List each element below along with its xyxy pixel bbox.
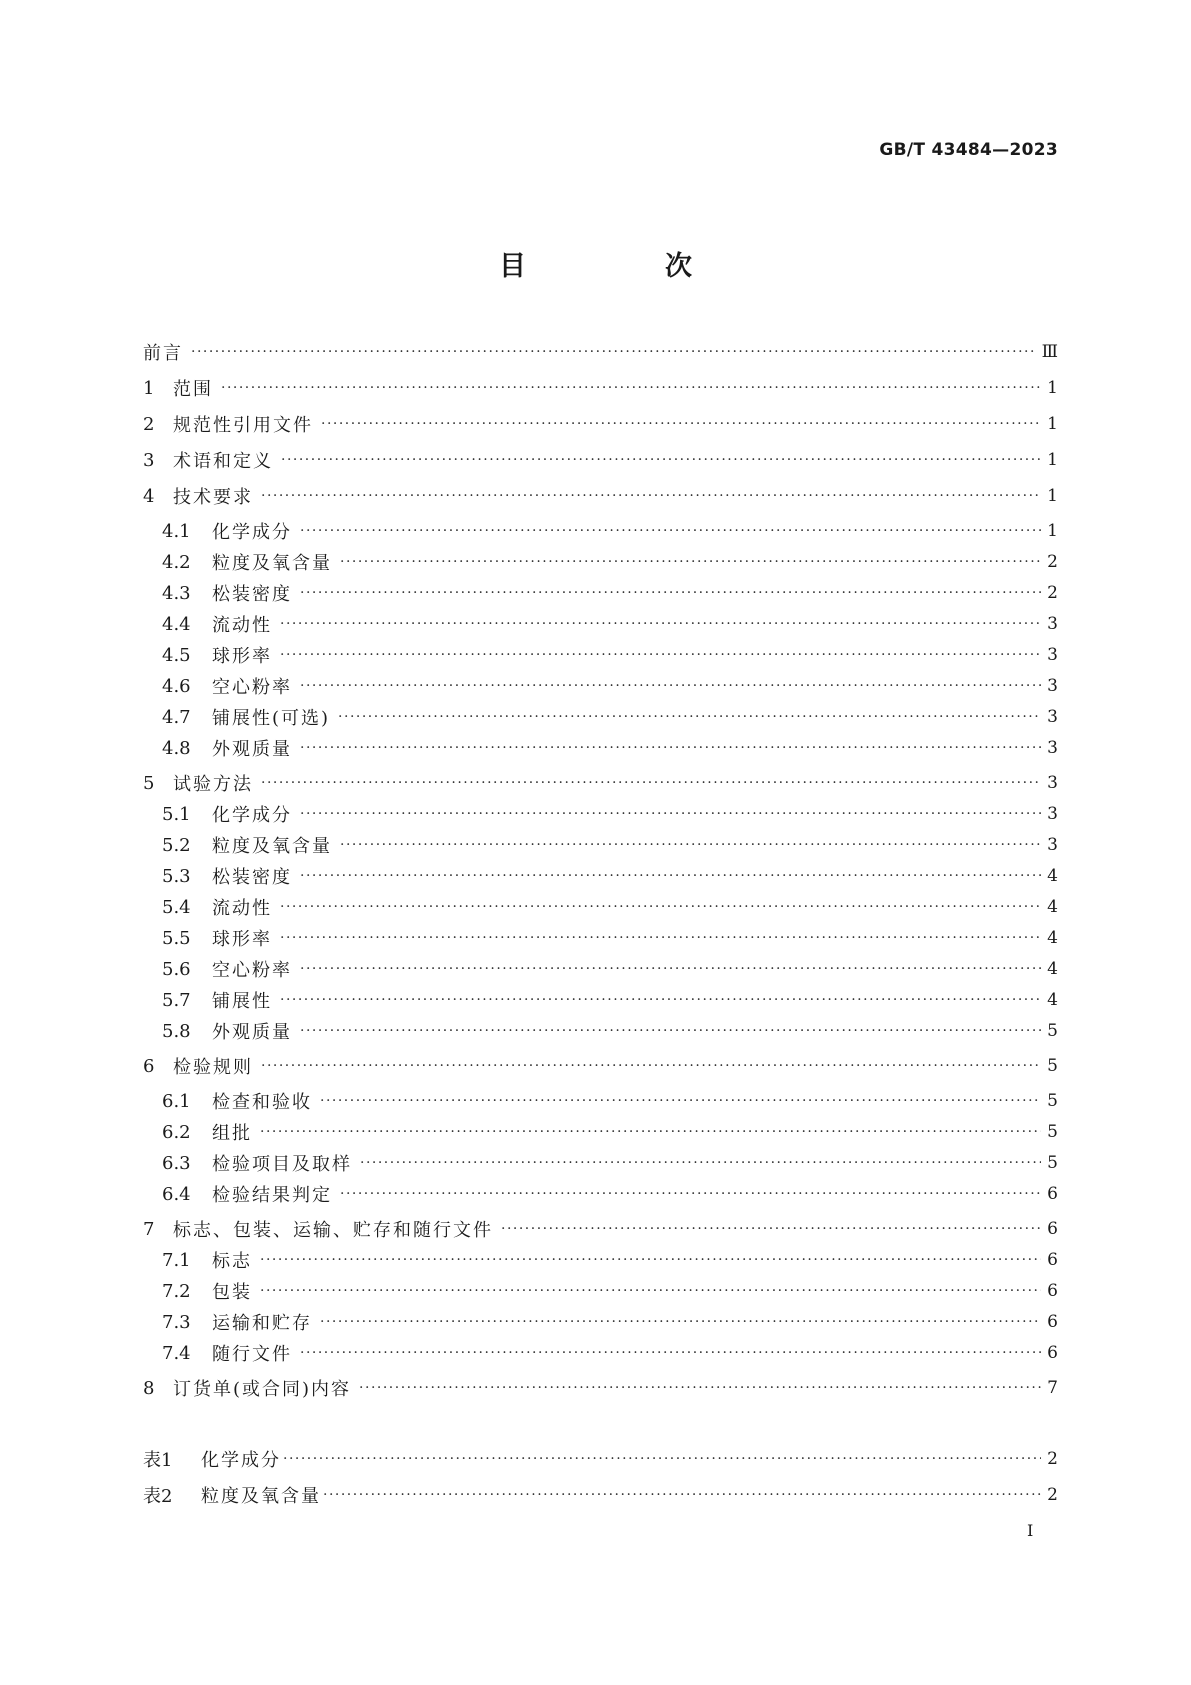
toc-entry-label: 外观质量 [212, 1022, 292, 1043]
toc-entry[interactable] [162, 1341, 1058, 1365]
toc-entry[interactable] [162, 1120, 1058, 1144]
toc-table-number: 表2 [143, 1486, 173, 1507]
toc-entry-number: 5.1 [162, 803, 191, 825]
toc-entry-number: 6.3 [162, 1152, 191, 1174]
toc-entry-label: 检验结果判定 [212, 1185, 332, 1206]
toc-entry-page: 6 [1047, 1219, 1058, 1239]
toc-entry-label: 化学成分 [212, 805, 292, 826]
toc-entry-number: 6.2 [162, 1121, 191, 1143]
toc-entry[interactable] [143, 484, 1058, 508]
toc-entry-number: 2 [143, 413, 155, 435]
page-number: I [1027, 1521, 1034, 1540]
toc-entry-number: 5.7 [162, 989, 191, 1011]
toc-entry[interactable] [143, 771, 1058, 795]
toc-entry-page: 4 [1047, 959, 1058, 979]
toc-entry-page: 2 [1047, 552, 1058, 572]
toc-entry-number: 3 [143, 449, 155, 471]
toc-entry-label: 流动性 [212, 898, 272, 919]
toc-entry-page: 4 [1047, 990, 1058, 1010]
toc-entry-page: 1 [1047, 521, 1058, 541]
toc-entry-page: 2 [1047, 583, 1058, 603]
toc-entry[interactable] [162, 674, 1058, 698]
toc-entry-label: 标志 [212, 1251, 252, 1272]
toc-leader-dots [300, 864, 1041, 888]
toc-entry[interactable] [162, 1151, 1058, 1175]
toc-leader-dots [300, 802, 1041, 826]
toc-entry-number: 4.5 [162, 644, 191, 666]
toc-leader-dots [300, 736, 1041, 760]
toc-table-entry[interactable] [143, 1447, 1058, 1471]
toc-entry-label: 流动性 [212, 615, 272, 636]
toc-entry[interactable] [162, 1182, 1058, 1206]
toc-leader-dots [300, 519, 1041, 543]
toc-entry[interactable] [143, 448, 1058, 472]
toc-entry-number: 5.2 [162, 834, 191, 856]
toc-entry-page: 5 [1047, 1021, 1058, 1041]
toc-entry-page: 4 [1047, 897, 1058, 917]
toc-entry-label: 组批 [212, 1123, 252, 1144]
toc-leader-dots [261, 484, 1041, 508]
toc-leader-dots [280, 643, 1041, 667]
toc-entry-page: 7 [1047, 1378, 1058, 1398]
toc-entry-label: 技术要求 [173, 487, 253, 508]
toc-entry-label: 标志、包装、运输、贮存和随行文件 [173, 1220, 493, 1241]
toc-leader-dots [280, 612, 1041, 636]
toc-leader-dots [320, 1310, 1041, 1334]
toc-entry-number: 5.4 [162, 896, 191, 918]
toc-entry[interactable] [162, 895, 1058, 919]
toc-entry[interactable] [162, 833, 1058, 857]
toc-entry-number: 6 [143, 1055, 155, 1077]
toc-table-entry[interactable] [143, 1483, 1058, 1507]
toc-entry-page: 6 [1047, 1184, 1058, 1204]
toc-entry-label: 检验规则 [173, 1057, 253, 1078]
toc-leader-dots [501, 1217, 1041, 1241]
toc-entry-label: 松装密度 [212, 584, 292, 605]
toc-entry-number: 4.3 [162, 582, 191, 604]
toc-leader-dots [261, 771, 1041, 795]
toc-entry[interactable] [143, 376, 1058, 400]
toc-entry-number: 6.1 [162, 1090, 191, 1112]
toc-entry-label: 订货单(或合同)内容 [173, 1379, 352, 1400]
toc-entry-label: 空心粉率 [212, 960, 292, 981]
toc-entry-label: 松装密度 [212, 867, 292, 888]
toc-entry-page: 5 [1047, 1122, 1058, 1142]
toc-entry[interactable] [162, 1248, 1058, 1272]
toc-entry-page: 1 [1047, 486, 1058, 506]
toc-entry-page: 4 [1047, 866, 1058, 886]
toc-leader-dots [300, 1019, 1041, 1043]
toc-entry-label: 运输和贮存 [212, 1313, 312, 1334]
toc-entry-number: 5.3 [162, 865, 191, 887]
toc-leader-dots [261, 1054, 1041, 1078]
toc-entry[interactable] [162, 643, 1058, 667]
toc-entry-page: 3 [1047, 738, 1058, 758]
toc-entry-label: 球形率 [212, 646, 272, 667]
toc-entry-page: 3 [1047, 676, 1058, 696]
toc-leader-dots [280, 926, 1041, 950]
toc-leader-dots [221, 376, 1041, 400]
toc-entry-number: 5.8 [162, 1020, 191, 1042]
toc-entry[interactable] [162, 957, 1058, 981]
toc-leader-dots [280, 895, 1041, 919]
standard-code: GB/T 43484—2023 [879, 140, 1058, 160]
toc-entry-page: 6 [1047, 1281, 1058, 1301]
toc-entry-label: 包装 [212, 1282, 252, 1303]
toc-leader-dots [323, 1483, 1041, 1507]
toc-entry-number: 4.4 [162, 613, 191, 635]
toc-entry-number: 6.4 [162, 1183, 191, 1205]
toc-entry-label: 规范性引用文件 [173, 415, 313, 436]
toc-entry-page: 3 [1047, 645, 1058, 665]
toc-leader-dots [260, 1279, 1041, 1303]
toc-entry[interactable] [162, 581, 1058, 605]
toc-leader-dots [340, 833, 1041, 857]
toc-leader-dots [338, 705, 1041, 729]
toc-entry-page: 3 [1047, 707, 1058, 727]
toc-entry[interactable] [162, 988, 1058, 1012]
toc-table-page: 2 [1047, 1449, 1058, 1469]
toc-entry-page: 3 [1047, 804, 1058, 824]
toc-entry-page: 3 [1047, 835, 1058, 855]
toc-table-page: 2 [1047, 1485, 1058, 1505]
toc-entry-page: 1 [1047, 378, 1058, 398]
toc-entry-number: 7.3 [162, 1311, 191, 1333]
toc-entry[interactable] [162, 864, 1058, 888]
toc-entry-number: 7.1 [162, 1249, 191, 1271]
toc-entry-label: 前言 [143, 343, 183, 364]
toc-entry-label: 球形率 [212, 929, 272, 950]
toc-entry[interactable] [162, 1089, 1058, 1113]
toc-entry[interactable] [143, 1376, 1058, 1400]
toc-entry-number: 4.7 [162, 706, 191, 728]
toc-entry-label: 检验项目及取样 [212, 1154, 352, 1175]
toc-entry-number: 4.2 [162, 551, 191, 573]
toc-entry[interactable] [162, 1279, 1058, 1303]
toc-entry-label: 试验方法 [173, 774, 253, 795]
toc-entry-page: 6 [1047, 1312, 1058, 1332]
toc-entry-label: 铺展性 [212, 991, 272, 1012]
toc-leader-dots [300, 674, 1041, 698]
toc-entry[interactable] [162, 705, 1058, 729]
toc-entry-page: 6 [1047, 1250, 1058, 1270]
toc-leader-dots [191, 340, 1036, 364]
toc-entry-page: 5 [1047, 1153, 1058, 1173]
toc-entry[interactable] [162, 736, 1058, 760]
toc-entry-page: 4 [1047, 928, 1058, 948]
toc-leader-dots [300, 957, 1041, 981]
toc-entry-page: 1 [1047, 450, 1058, 470]
toc-entry[interactable] [162, 1019, 1058, 1043]
toc-entry-number: 4.8 [162, 737, 191, 759]
toc-leader-dots [340, 1182, 1041, 1206]
toc-entry[interactable] [162, 519, 1058, 543]
toc-entry-page: Ⅲ [1041, 342, 1058, 362]
toc-entry-number: 8 [143, 1377, 155, 1399]
toc-entry-page: 3 [1047, 614, 1058, 634]
toc-entry-number: 4.6 [162, 675, 191, 697]
toc-entry-label: 粒度及氧含量 [212, 836, 332, 857]
toc-entry-number: 4 [143, 485, 155, 507]
toc-entry-number: 7.4 [162, 1342, 191, 1364]
toc-entry[interactable] [143, 340, 1058, 364]
toc-entry-label: 铺展性(可选) [212, 708, 331, 729]
toc-leader-dots [320, 1089, 1041, 1113]
toc-leader-dots [283, 1447, 1041, 1471]
toc-entry[interactable] [162, 1310, 1058, 1334]
toc-leader-dots [300, 581, 1041, 605]
toc-entry-label: 化学成分 [212, 522, 292, 543]
toc-entry-page: 3 [1047, 773, 1058, 793]
toc-leader-dots [360, 1151, 1041, 1175]
toc-entry-number: 7 [143, 1218, 155, 1240]
toc-leader-dots [300, 1341, 1041, 1365]
toc-entry[interactable] [162, 550, 1058, 574]
toc-entry-page: 6 [1047, 1343, 1058, 1363]
toc-entry-page: 1 [1047, 414, 1058, 434]
toc-entry-page: 5 [1047, 1056, 1058, 1076]
toc-entry[interactable] [162, 802, 1058, 826]
toc-entry-number: 5.5 [162, 927, 191, 949]
toc-entry-label: 随行文件 [212, 1344, 292, 1365]
toc-leader-dots [340, 550, 1041, 574]
toc-entry[interactable] [143, 1217, 1058, 1241]
toc-entry-number: 7.2 [162, 1280, 191, 1302]
toc-entry-number: 4.1 [162, 520, 191, 542]
toc-entry-label: 范围 [173, 379, 213, 400]
page-title: 目 次 [499, 251, 748, 282]
toc-entry[interactable] [143, 412, 1058, 436]
toc-entry-number: 5.6 [162, 958, 191, 980]
toc-entry-page: 5 [1047, 1091, 1058, 1111]
toc-entry-number: 1 [143, 377, 155, 399]
toc-entry-label: 粒度及氧含量 [212, 553, 332, 574]
toc-table-number: 表1 [143, 1450, 173, 1471]
toc-table-label: 化学成分 [201, 1450, 281, 1471]
toc-leader-dots [281, 448, 1041, 472]
toc-table-label: 粒度及氧含量 [201, 1486, 321, 1507]
toc-leader-dots [280, 988, 1041, 1012]
toc-entry[interactable] [162, 926, 1058, 950]
toc-entry-number: 5 [143, 772, 155, 794]
toc-entry[interactable] [162, 612, 1058, 636]
toc-entry[interactable] [143, 1054, 1058, 1078]
toc-entry-label: 外观质量 [212, 739, 292, 760]
toc-leader-dots [321, 412, 1041, 436]
toc-entry-label: 术语和定义 [173, 451, 273, 472]
toc-leader-dots [260, 1248, 1041, 1272]
toc-leader-dots [359, 1376, 1041, 1400]
toc-entry-label: 空心粉率 [212, 677, 292, 698]
toc-leader-dots [260, 1120, 1041, 1144]
toc-entry-label: 检查和验收 [212, 1092, 312, 1113]
